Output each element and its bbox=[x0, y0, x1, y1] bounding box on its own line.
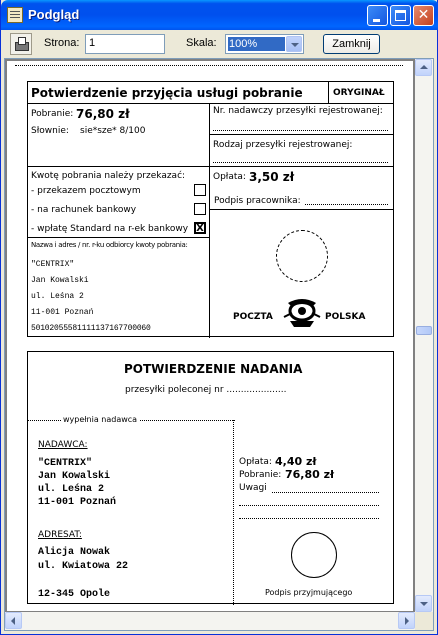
receipt-title: Potwierdzenie przyjęcia usługi pobranie bbox=[31, 86, 303, 100]
addressee-line: 12-345 Opole bbox=[38, 589, 111, 600]
sender-line: ul. Leśna 2 bbox=[38, 484, 105, 495]
close-button[interactable]: Zamknij bbox=[323, 34, 380, 54]
dispatch-fee-amount: 4,40 zł bbox=[275, 455, 317, 468]
maximize-button[interactable] bbox=[390, 5, 411, 26]
option-postal-checkbox[interactable] bbox=[194, 184, 206, 196]
sender-line: 11-001 Poznań bbox=[38, 497, 117, 508]
notes-label: Uwagi bbox=[239, 483, 267, 493]
scale-selected-value: 100% bbox=[228, 37, 285, 51]
addressee-line: Alicja Nowak bbox=[38, 547, 111, 558]
toolbar bbox=[4, 31, 434, 57]
signature-field bbox=[305, 204, 388, 205]
print-button[interactable] bbox=[10, 33, 32, 55]
scroll-right-icon[interactable] bbox=[398, 612, 415, 629]
post-horn-logo-icon bbox=[282, 297, 322, 329]
page-input[interactable]: 1 bbox=[85, 34, 165, 54]
option-bank-checkbox[interactable] bbox=[194, 203, 206, 215]
recipient-header: Nazwa i adres / nr. r-ku odbiorcy kwoty pobrania: bbox=[31, 241, 188, 249]
notes-field bbox=[272, 492, 379, 493]
dispatch-cod-amount: 76,80 zł bbox=[285, 468, 335, 481]
preview-viewport[interactable] bbox=[4, 58, 434, 631]
sender-line: Jan Kowalski bbox=[38, 471, 111, 482]
addressee-line: ul. Kwiatowa 22 bbox=[38, 561, 129, 572]
sender-line: "CENTRIX" bbox=[38, 458, 93, 469]
title-bar[interactable] bbox=[1, 0, 438, 30]
divider bbox=[209, 209, 393, 210]
addressee-label: ADRESAT: bbox=[38, 530, 82, 540]
sender-label: NADAWCA: bbox=[38, 440, 88, 450]
stamp-area bbox=[276, 230, 328, 282]
receiver-stamp-area bbox=[291, 532, 337, 578]
divider bbox=[28, 103, 393, 104]
dispatch-confirmation-form bbox=[27, 351, 394, 604]
dispatch-title: POTWIERDZENIE NADANIA bbox=[124, 362, 303, 376]
transfer-header: Kwotę pobrania należy przekazać: bbox=[31, 171, 186, 181]
type-field bbox=[213, 162, 388, 163]
dispatch-fee-label: Opłata: bbox=[239, 457, 272, 467]
recipient-line: "CENTRIX" bbox=[31, 260, 75, 269]
page-label: Strona: bbox=[44, 37, 80, 49]
cod-label: Pobranie: bbox=[31, 109, 74, 119]
receiver-signature-label: Podpis przyjmującego bbox=[265, 588, 353, 597]
notes-field bbox=[239, 505, 379, 506]
sender-frame-right bbox=[233, 420, 234, 605]
divider bbox=[28, 166, 393, 167]
divider bbox=[209, 134, 393, 135]
tracking-field bbox=[213, 130, 388, 131]
horizontal-scrollbar[interactable] bbox=[5, 612, 415, 630]
logo-text-right: POLSKA bbox=[325, 312, 366, 322]
recipient-line: Jan Kowalski bbox=[31, 276, 89, 285]
sender-frame-label: wypełnia nadawca bbox=[63, 415, 138, 424]
minimize-icon bbox=[373, 19, 380, 22]
close-icon: ✕ bbox=[417, 7, 430, 23]
cod-receipt-form bbox=[27, 81, 394, 337]
fee-label: Opłata: bbox=[213, 172, 246, 182]
divider bbox=[328, 82, 329, 103]
option-standard-checkbox[interactable]: X bbox=[194, 222, 206, 234]
fee-amount: 3,50 zł bbox=[249, 170, 295, 184]
chevron-down-icon[interactable] bbox=[286, 36, 302, 52]
page-sheet bbox=[7, 61, 413, 611]
words-value: sie*sze* 8/100 bbox=[80, 126, 146, 136]
scroll-down-icon[interactable] bbox=[415, 595, 432, 612]
notes-field bbox=[239, 518, 379, 519]
recipient-line: ul. Leśna 2 bbox=[31, 292, 84, 301]
logo-text-left: POCZTA bbox=[233, 312, 273, 322]
recipient-account: 50102055581111137167700060 bbox=[31, 324, 151, 333]
scale-label: Skala: bbox=[186, 37, 217, 49]
scroll-corner bbox=[415, 612, 433, 630]
close-window-button[interactable] bbox=[413, 5, 434, 26]
maximize-icon bbox=[395, 10, 406, 21]
minimize-button[interactable] bbox=[367, 5, 388, 26]
option-postal-label: - przekazem pocztowym bbox=[31, 186, 141, 196]
cod-amount: 76,80 zł bbox=[76, 107, 130, 121]
document-icon bbox=[7, 7, 23, 23]
type-label: Rodzaj przesyłki rejestrowanej: bbox=[213, 140, 353, 150]
original-tag: ORYGINAŁ bbox=[333, 88, 385, 98]
scroll-left-icon[interactable] bbox=[5, 612, 22, 629]
vertical-scrollbar[interactable] bbox=[415, 59, 433, 612]
scroll-thumb[interactable] bbox=[416, 326, 432, 335]
divider bbox=[209, 237, 210, 338]
words-label: Słownie: bbox=[31, 126, 69, 136]
option-standard-label: - wpłatę Standard na r-ek bankowy bbox=[31, 224, 189, 234]
tracking-label: Nr. nadawczy przesyłki rejestrowanej: bbox=[213, 106, 383, 116]
recipient-line: 11-001 Poznań bbox=[31, 308, 94, 317]
window-title: Podgląd bbox=[28, 7, 80, 22]
option-bank-label: - na rachunek bankowy bbox=[31, 205, 137, 215]
divider bbox=[28, 237, 210, 238]
dispatch-cod-label: Pobranie: bbox=[239, 470, 282, 480]
page-top-rule bbox=[15, 65, 403, 66]
divider bbox=[209, 103, 210, 253]
scroll-up-icon[interactable] bbox=[415, 59, 432, 76]
dispatch-subtitle: przesyłki poleconej nr ..................... bbox=[125, 385, 287, 395]
scale-select[interactable] bbox=[225, 34, 304, 54]
signature-label: Podpis pracownika: bbox=[214, 196, 301, 206]
